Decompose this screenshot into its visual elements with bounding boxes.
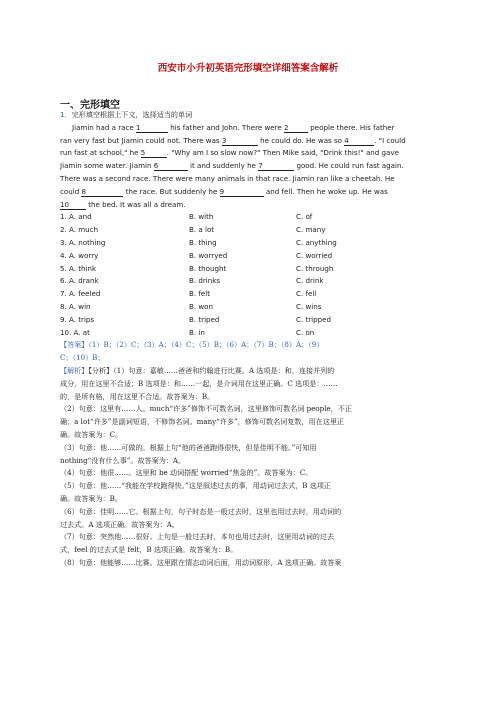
passage-line: 10 the bed. It was all a dream.: [60, 199, 186, 209]
passage-line: could 8 the race. But suddenly he 9 and fell. Then he woke up. He was: [60, 186, 388, 196]
option-row: 4. A. worry B. worryed C. worried: [60, 250, 333, 260]
document-title: 西安市小升初英语完形填空详细答案含解析: [157, 63, 339, 74]
section-heading: 一、完形填空: [60, 100, 120, 111]
option-row: 5. A. think B. thought C. through: [60, 263, 334, 273]
blank-5: 5: [141, 148, 167, 158]
option-row: 8. A. win B. won C. wins: [60, 301, 322, 311]
answer-key: （1）B；（2）C；（3）A；（4）C；（5）B；（6）A；（7）B；（8）A；（9）: [88, 340, 324, 350]
blank-9: 9: [220, 187, 264, 197]
blank-1: 1: [136, 123, 168, 133]
answer-key-cont: C；（10）B；: [60, 353, 105, 363]
passage: [60, 122, 442, 212]
analysis-block: 【解析】【分析】（1）句意：嘉敏……爸爸和约翰进行比赛。A 选项是：和，连接并列的 成分，用在这里不合适；B 选项是：和……一起，是介词用在这里正确。C 选项是：…… 的，是所有格，用在这里不合适。故答案为：B。 （2）句意：这里有……人。much“许多”修饰不可数名词，这里修饰可数名词 people，不正 确；a lot“许多”是副词短语，不修饰名词。many“许多”，修饰可数名词复数，用在这里正 确。故答案为：C。 （3）句意：他……可做的。根据上句“他的爸爸跑得很快，但是佳明不能。”可知用 nothing“没有什么事”。故答案为：A。 （4）句意：他很……。这里和 be 动词搭配 worried“焦急的”。故答案为：C。 （5）句意：他……“我能在学校跑得快。”这是叙述过去的事，用动词过去式，B 选项正 确。故答案为：B。 （6）句意：佳明……它。根据上句，句子时态是一般过去时，这里也用过去时，用动词的 过去式。A 选项正确。故答案为：A。 （7）句意：突然他……很好。上句是一般过去时，本句也用过去时，这里用动词的过去 式，feel 的过去式是 felt，B 选项正确。故答案为：B。 （8）句意：他能够……比赛。这里跟在情态动词后面，用动词原形，A 选项正确。故答案: [60, 365, 352, 567]
answer-tag: 【答案】: [60, 340, 89, 350]
options-list: [60, 211, 442, 339]
blank-4: 4: [344, 136, 374, 146]
option-row: 2. A. much B. a lot C. many: [60, 225, 326, 235]
passage-line: There was a second race. There were many animals in that race. Jiamin ran like a cheetah. He: [60, 173, 395, 183]
passage-line: Jiamin some water. Jiamin 6 it and suddenly he 7 good. He could run fast again.: [60, 161, 404, 171]
question-instruction: 1．完形填空根据上下文，选择适当的单词: [60, 110, 193, 119]
passage-line: Jiamin had a race 1 his father and John. There were 2 people there. His father: [72, 122, 395, 132]
blank-2: 2: [284, 123, 308, 133]
blank-7: 7: [258, 161, 294, 171]
option-row: 7. A. feeled B. felt C. fell: [60, 289, 317, 299]
option-row: 1. A. and B. with C. of: [60, 212, 313, 222]
passage-line: run fast at school," he 5 . "Why am I so slow now?" Then Mike said, "Drink this!" and gave: [60, 148, 399, 158]
option-row: 10. A. at B. in C. on: [60, 327, 315, 337]
option-row: 9. A. trips B. triped C. tripped: [60, 314, 332, 324]
blank-10: 10: [60, 200, 86, 210]
option-row: 3. A. nothing B. thing C. anything: [60, 237, 337, 247]
blank-6: 6: [154, 161, 188, 171]
question-block: [60, 109, 442, 570]
question-number: 1．: [60, 110, 72, 119]
blank-8: 8: [81, 187, 123, 197]
blank-3: 3: [222, 136, 258, 146]
passage-line: ran very fast but Jiamin could not. There was 3 he could do. He was so 4 . "I could: [60, 135, 406, 145]
option-row: 6. A. drank B. drinks C. drink: [60, 276, 324, 286]
analysis-tag: 【解析】: [60, 365, 89, 375]
answer-block: [60, 339, 442, 365]
